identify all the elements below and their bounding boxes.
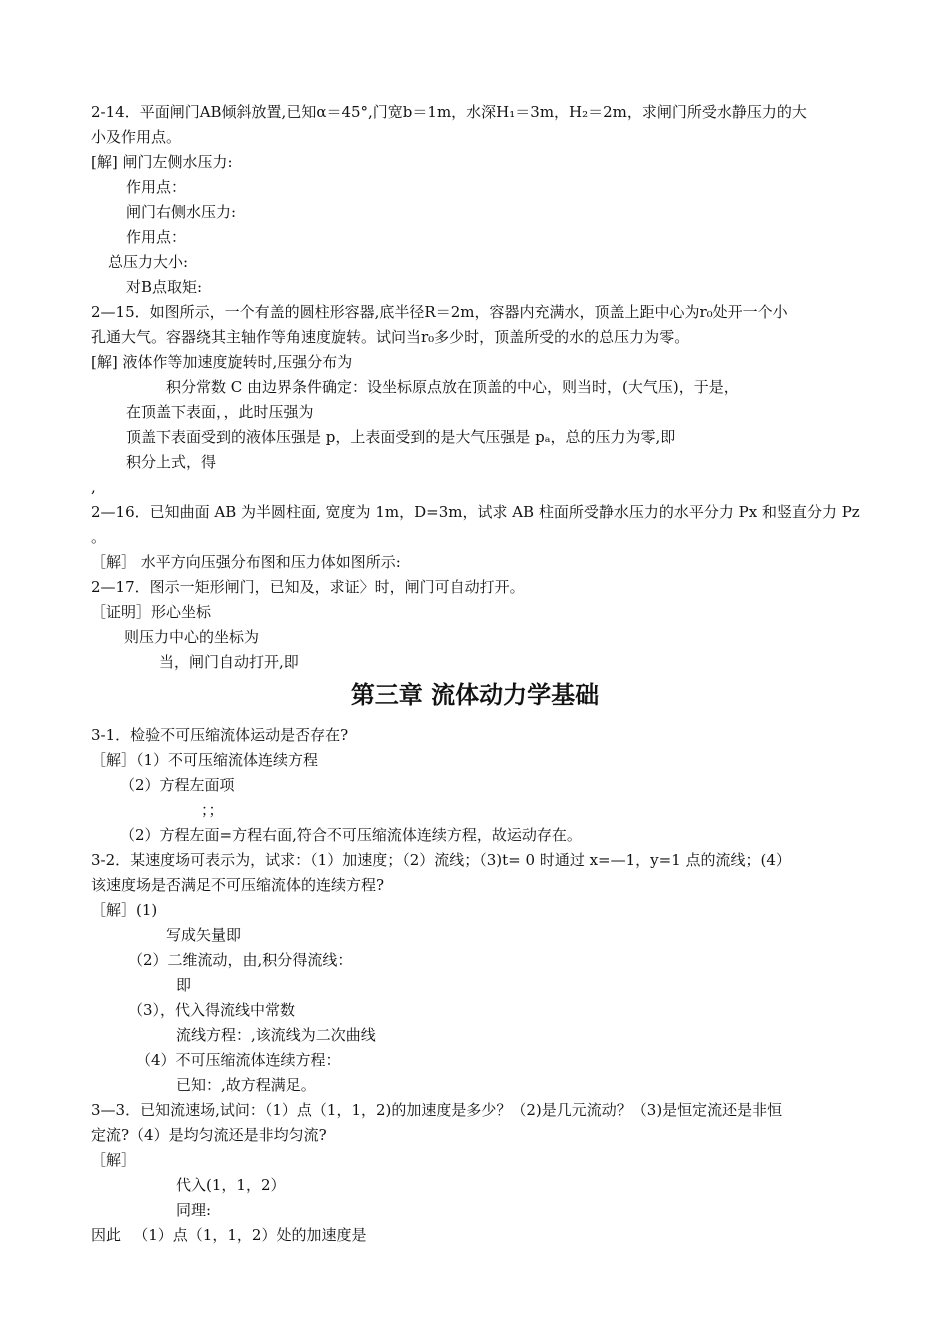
- text-line: ［解］（1）不可压缩流体连续方程: [91, 751, 319, 769]
- text-line: 该速度场是否满足不可压缩流体的连续方程?: [91, 876, 385, 894]
- text-line: 孔通大气。容器绕其主轴作等角速度旋转。试问当r₀多少时，顶盖所受的水的总压力为零。: [91, 328, 690, 346]
- text-line: [解] 闸门左侧水压力:: [91, 153, 233, 171]
- text-line: ［证明］形心坐标: [91, 603, 212, 621]
- text-line: 流线方程：,该流线为二次曲线: [176, 1026, 376, 1044]
- text-line: 总压力大小:: [108, 253, 189, 271]
- text-line: 2-14．平面闸门AB倾斜放置,已知α＝45°,门宽b＝1m，水深H₁＝3m，H₂＝2m，求闸门所受水静压力的大: [91, 103, 807, 121]
- text-line: 3-2．某速度场可表示为，试求：（1）加速度；（2）流线；（3)t= 0 时通过 x=—1，y=1 点的流线；(4）: [91, 851, 791, 869]
- text-line: 代入(1，1，2）: [176, 1176, 286, 1194]
- text-line: 3—3．已知流速场,试问：（1）点（1，1，2)的加速度是多少？（2)是几元流动？（3)是恒定流还是非恒: [91, 1101, 783, 1119]
- text-line: （3），代入得流线中常数: [128, 1001, 296, 1019]
- text-line: 2—16．已知曲面 AB 为半圆柱面, 宽度为 1m，D=3m，试求 AB 柱面所受静水压力的水平分力 Px 和竖直分力 Pz: [91, 503, 860, 521]
- text-line: 作用点：: [126, 178, 187, 196]
- text-line: ,: [91, 478, 96, 496]
- text-line: 定流?（4）是均匀流还是非均匀流?: [91, 1126, 327, 1144]
- text-line: 写成矢量即: [166, 926, 242, 944]
- text-line: 积分常数 C 由边界条件确定：设坐标原点放在顶盖的中心，则当时，(大气压)，于是，: [166, 378, 739, 396]
- text-line: 当，闸门自动打开,即: [159, 653, 299, 671]
- text-line: （2）方程左面项: [120, 776, 235, 794]
- text-line: 2—17．图示一矩形闸门，已知及，求证〉时，闸门可自动打开。: [91, 578, 525, 596]
- text-line: 闸门右侧水压力:: [126, 203, 237, 221]
- chapter-title: 第三章 流体动力学基础: [350, 681, 600, 709]
- text-line: 顶盖下表面受到的液体压强是 p，上表面受到的是大气压强是 pₐ，总的压力为零,即: [126, 428, 676, 446]
- text-line: （2）二维流动，由,积分得流线：: [128, 951, 353, 969]
- text-line: 积分上式，得: [126, 453, 217, 471]
- text-line: [解] 液体作等加速度旋转时,压强分布为: [91, 353, 353, 371]
- text-line: 对B点取矩:: [126, 278, 203, 296]
- text-line: 2—15．如图所示，一个有盖的圆柱形容器,底半径R＝2m，容器内充满水，顶盖上距中心为r₀处开一个小: [91, 303, 788, 321]
- text-line: 则压力中心的坐标为: [124, 628, 260, 646]
- text-line: 因此 （1）点（1，1，2）处的加速度是: [91, 1226, 367, 1244]
- text-line: 即: [176, 976, 192, 994]
- text-line: ［解］: [91, 1151, 137, 1169]
- text-line: （4）不可压缩流体连续方程：: [136, 1051, 341, 1069]
- text-line: 在顶盖下表面，，此时压强为: [126, 403, 314, 421]
- text-line: 小及作用点。: [91, 128, 182, 146]
- text-line: ；；: [201, 801, 224, 819]
- text-line: 作用点：: [126, 228, 187, 246]
- text-line: ［解］ 水平方向压强分布图和压力体如图所示:: [91, 553, 401, 571]
- text-line: ［解］(1): [91, 901, 158, 919]
- text-line: （2）方程左面=方程右面,符合不可压缩流体连续方程，故运动存在。: [120, 826, 582, 844]
- text-line: 3-1．检验不可压缩流体运动是否存在?: [91, 726, 349, 744]
- text-line: 。: [91, 528, 107, 546]
- text-line: 同理:: [176, 1201, 212, 1219]
- text-line: 已知：,故方程满足。: [176, 1076, 316, 1094]
